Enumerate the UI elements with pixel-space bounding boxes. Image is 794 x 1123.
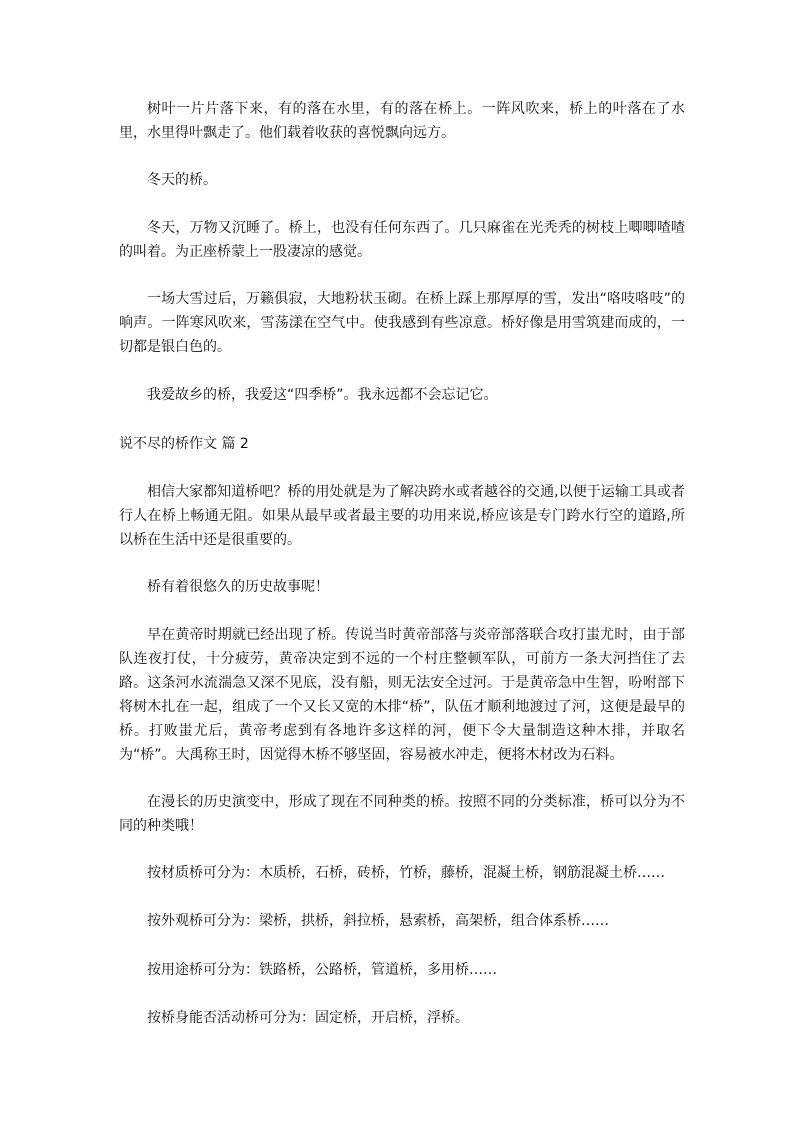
paragraph-winter-title: 冬天的桥。	[147, 172, 217, 188]
paragraph-history-intro: 桥有着很悠久的历史故事呢！	[147, 579, 329, 595]
paragraph-bridge-purpose: 相信大家都知道桥吧？桥的用处就是为了解决跨水或者越谷的交通,以便于运输工具或者行人在桥上畅通无阻。如果从最早或者最主要的功用来说,桥应该是专门跨水行空的道路,所以桥在生活中还是很重要的。	[119, 484, 685, 548]
paragraph-autumn-leaves: 树叶一片片落下来，有的落在水里，有的落在桥上。一阵风吹来，桥上的叶落在了水里，水里得叶飘走了。他们载着收获的喜悦飘向远方。	[119, 101, 685, 141]
paragraph-snow: 一场大雪过后，万籁俱寂，大地粉状玉砌。在桥上踩上那厚厚的雪，发出“咯吱咯吱”的响声。一阵寒风吹来，雪荡漾在空气中。使我感到有些凉意。桥好像是用雪筑建而成的，一切都是银白色的。	[119, 291, 685, 355]
paragraph-winter-sparrows: 冬天，万物又沉睡了。桥上，也没有任何东西了。几只麻雀在光秃秃的树枝上唧唧喳喳的叫着。为正座桥蒙上一股凄凉的感觉。	[119, 220, 685, 260]
paragraph-bridge-types-intro: 在漫长的历史演变中，形成了现在不同种类的桥。按照不同的分类标准，桥可以分为不同的种类哦！	[119, 794, 685, 834]
paragraph-by-use: 按用途桥可分为：铁路桥，公路桥，管道桥，多用桥……	[147, 962, 497, 978]
section-heading: 说不尽的桥作文 篇 2	[119, 436, 249, 452]
paragraph-by-appearance: 按外观桥可分为：梁桥，拱桥，斜拉桥，悬索桥，高架桥，组合体系桥……	[147, 913, 609, 929]
paragraph-by-movability: 按桥身能否活动桥可分为：固定桥，开启桥，浮桥。	[147, 1010, 469, 1026]
paragraph-huangdi-story: 早在黄帝时期就已经出现了桥。传说当时黄帝部落与炎帝部落联合攻打蚩尤时，由于部队连夜打仗，十分疲劳，黄帝决定到不远的一个村庄整顿军队，可前方一条大河挡住了去路。这条河水流湍急又深不见底，没有船，则无法安全过河。于是黄帝急中生智，吩咐部下将树木扎在一起，组成了一个又长又宽的木排“桥”，队伍才顺利地渡过了河，这便是最早的桥。打败蚩尤后，黄帝考虑到有各地许多这样的河，便下令大量制造这种木排，并取名为“桥”。大禹称王时，因觉得木桥不够坚固，容易被水冲走，便将木材改为石料。	[119, 627, 685, 763]
paragraph-by-material: 按材质桥可分为：木质桥，石桥，砖桥，竹桥，藤桥，混凝土桥，钢筋混凝土桥……	[147, 865, 665, 881]
paragraph-love-bridge: 我爱故乡的桥，我爱这“四季桥”。我永远都不会忘记它。	[147, 387, 498, 403]
